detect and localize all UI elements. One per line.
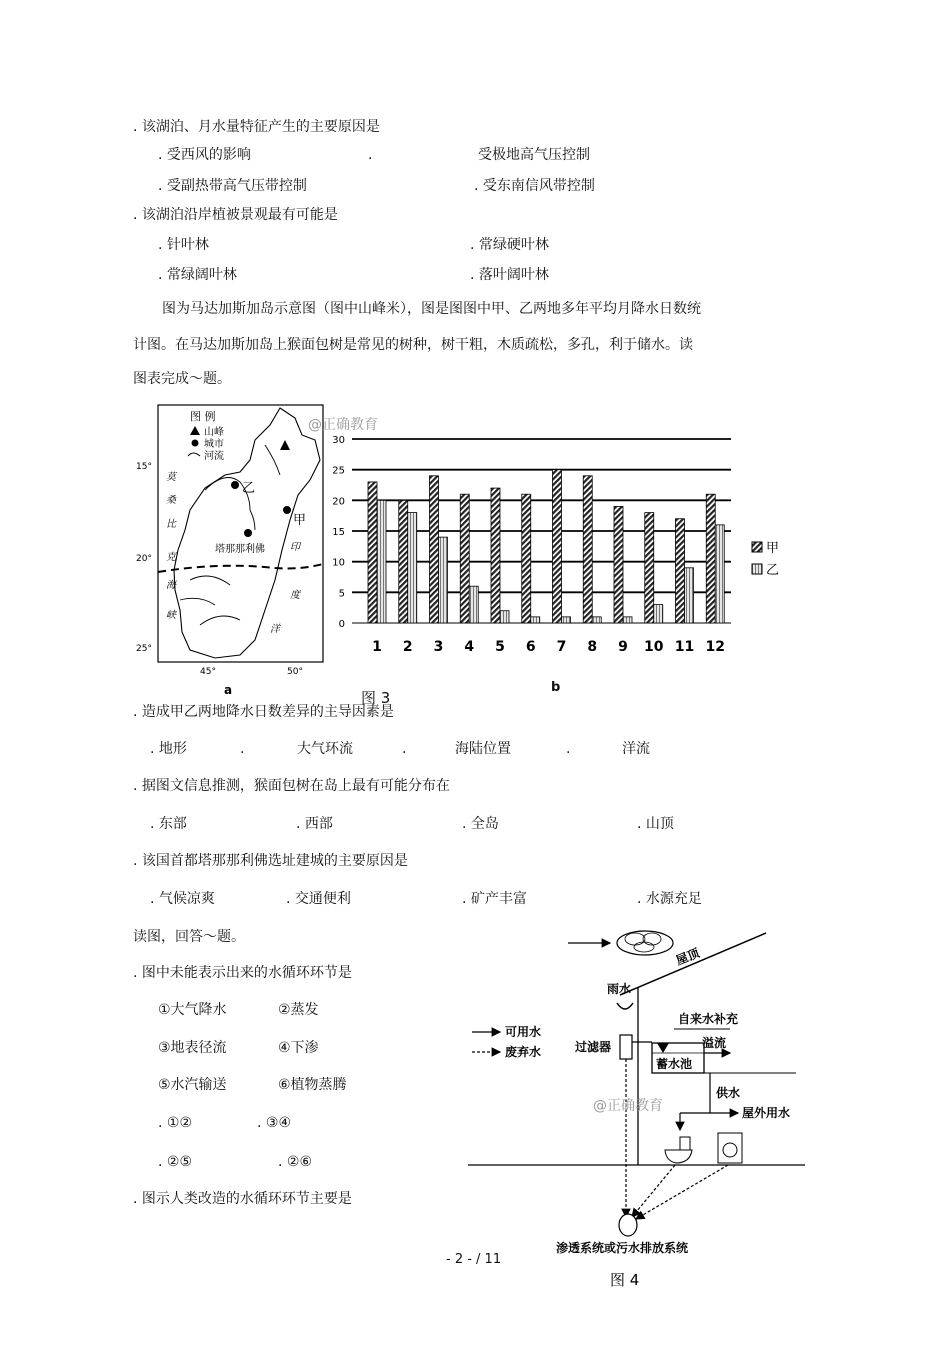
option-d: . ②⑥: [278, 1154, 313, 1170]
bar-yi: [500, 611, 509, 623]
question-stem: . 该湖泊沿岸植被景观最有可能是: [133, 207, 338, 223]
option-a: . 受西风的影响: [158, 147, 251, 163]
x-tick-label: 5: [495, 639, 505, 655]
sea-label: 桑: [166, 495, 176, 506]
drain-system-icon: [619, 1214, 637, 1236]
legend-yi: 乙: [766, 563, 780, 578]
bar-yi: [439, 537, 448, 623]
option-b: 大气环流: [297, 741, 353, 757]
y-tick-label: 5: [338, 588, 345, 600]
city-jia-icon: [283, 506, 291, 514]
cycle-item: ③地表径流: [158, 1040, 227, 1056]
cloud-icon: [617, 931, 673, 955]
bar-jia: [430, 476, 439, 623]
legend-swatch-yi: [752, 564, 762, 574]
legend-swatch-jia: [752, 542, 762, 552]
x-tick-label: 7: [556, 639, 567, 655]
option-d: . 受东南信风带控制: [474, 178, 595, 194]
bar-jia: [368, 482, 377, 623]
filter-label: 过滤器: [575, 1040, 612, 1054]
bar-yi: [685, 568, 694, 623]
intro-line-3: 图表完成～题。: [133, 371, 231, 387]
city-legend-icon: [192, 440, 199, 447]
option-b: . 常绿硬叶林: [470, 237, 549, 253]
x-tick-label: 10: [644, 639, 664, 655]
rain-label: 雨水: [607, 982, 632, 996]
option-c: . 常绿阔叶林: [158, 267, 237, 283]
x-tick-label: 4: [464, 639, 475, 655]
cycle-item: ⑤水汽输送: [158, 1077, 227, 1093]
option-d: . 水源充足: [637, 891, 702, 907]
option-a: . 针叶林: [158, 237, 209, 253]
legend-river: 河流: [204, 451, 224, 462]
intro-line-1: 图为马达加斯加岛示意图（图中山峰米），图是图图中甲、乙两地多年平均月降水日数统: [162, 301, 701, 317]
legend-waste: 废弃水: [505, 1045, 542, 1059]
option-d: . 落叶阔叶林: [470, 267, 549, 283]
option-d: 洋流: [622, 741, 650, 757]
ocean-label: 印: [290, 542, 300, 553]
y-tick-label: 20: [332, 496, 345, 508]
cycle-item: ①大气降水: [158, 1002, 227, 1018]
x-tick-label: 9: [618, 639, 628, 655]
bar-jia: [399, 500, 408, 623]
bar-jia: [614, 506, 623, 623]
x-tick-label: 1: [372, 639, 382, 655]
lon-label: 45°: [200, 667, 216, 677]
bar-jia: [676, 519, 685, 623]
option-a: . 东部: [150, 816, 187, 832]
bar-jia: [460, 494, 469, 623]
rain-days-chart: [326, 405, 796, 705]
figure-4-label: 图 4: [610, 1271, 640, 1289]
option-a: . 气候凉爽: [150, 891, 215, 907]
sea-label: 莫: [166, 472, 176, 483]
x-tick-label: 8: [587, 639, 598, 655]
cycle-item: ⑥植物蒸腾: [278, 1077, 347, 1093]
bar-yi: [623, 617, 632, 623]
sea-label: 海: [166, 580, 176, 591]
bar-yi: [531, 617, 540, 623]
tank-label: 蓄水池: [656, 1057, 693, 1071]
y-tick-label: 25: [332, 465, 345, 477]
option-b: . ③④: [257, 1115, 292, 1131]
watermark: @正确教育: [593, 1098, 663, 1114]
option-c-marker: .: [402, 741, 407, 757]
option-c: . 受副热带高气压带控制: [158, 178, 307, 194]
sea-label: 比: [166, 519, 176, 530]
legend-peak: 山峰: [204, 427, 224, 438]
bar-jia: [491, 488, 500, 623]
supply-label: 供水: [716, 1086, 741, 1100]
figure-3-label: 图 3: [361, 689, 391, 707]
page-number: - 2 - / 11: [446, 1252, 502, 1267]
question-stem: . 图示人类改造的水循环环节主要是: [133, 1191, 352, 1207]
x-tick-label: 3: [433, 639, 444, 655]
city-yi-label: 乙: [242, 481, 256, 496]
city-jia-label: 甲: [293, 513, 307, 528]
option-b-marker: .: [368, 147, 373, 163]
bar-yi: [408, 513, 417, 623]
bar-jia: [553, 470, 562, 623]
lat-label: 15°: [136, 462, 152, 472]
x-tick-label: 2: [402, 639, 413, 655]
x-tick-label: 11: [674, 639, 695, 655]
bar-yi: [562, 617, 571, 623]
option-c: . ②⑤: [158, 1154, 193, 1170]
legend-jia: 甲: [766, 541, 780, 556]
tap-supply-label: 自来水补充: [678, 1012, 739, 1026]
overflow-label: 溢流: [702, 1036, 727, 1050]
intro-water: 读图，回答～题。: [133, 929, 245, 945]
y-tick-label: 15: [332, 527, 345, 538]
lat-label: 25°: [136, 644, 152, 654]
y-tick-label: 10: [332, 557, 345, 569]
watermark: @正确教育: [308, 417, 378, 433]
ocean-label: 洋: [270, 624, 280, 635]
option-b: . 交通便利: [286, 891, 351, 907]
chart-caption: b: [551, 680, 561, 695]
bar-yi: [654, 605, 663, 623]
intro-line-2: 计图。在马达加斯加岛上猴面包树是常见的树种，树干粗，木质疏松，多孔，利于储水。读: [133, 337, 693, 353]
roof-label: 屋顶: [673, 945, 702, 968]
bar-jia: [583, 476, 592, 623]
sea-label: 峡: [166, 610, 176, 621]
legend-usable: 可用水: [505, 1025, 542, 1039]
option-d-marker: .: [566, 741, 571, 757]
bar-yi: [715, 525, 724, 623]
city-yi-icon: [231, 481, 239, 489]
bar-jia: [522, 494, 531, 623]
x-tick-label: 6: [525, 639, 536, 655]
option-b: 受极地高气压控制: [478, 147, 590, 163]
option-d: . 山顶: [637, 816, 674, 832]
option-b-marker: .: [240, 741, 245, 757]
gutter-icon: [617, 1003, 633, 1009]
y-tick-label: 30: [332, 435, 345, 446]
question-stem: . 该湖泊、月水量特征产生的主要原因是: [133, 119, 380, 135]
legend-city: 城市: [204, 439, 224, 450]
capital-label: 塔那那利佛: [215, 544, 265, 555]
map-caption: a: [224, 683, 233, 697]
ocean-label: 度: [290, 590, 300, 601]
capital-icon: [244, 529, 252, 537]
washing-machine-icon: [718, 1133, 742, 1163]
option-c: . 矿产丰富: [462, 891, 527, 907]
legend-title: 图 例: [190, 410, 216, 423]
bar-yi: [377, 500, 386, 623]
filter-icon: [620, 1035, 632, 1059]
option-c: . 全岛: [462, 816, 499, 832]
bar-jia: [706, 494, 715, 623]
lat-label: 20°: [136, 554, 152, 564]
question-stem: . 造成甲乙两地降水日数差异的主导因素是: [133, 704, 394, 720]
cycle-item: ②蒸发: [278, 1002, 319, 1018]
toilet-icon: [665, 1137, 692, 1163]
bar-jia: [645, 513, 654, 623]
madagascar-map: [130, 400, 330, 700]
lon-label: 50°: [287, 667, 303, 677]
bar-yi: [469, 586, 478, 623]
outdoor-label: 屋外用水: [742, 1106, 791, 1120]
cycle-item: ④下渗: [278, 1040, 319, 1056]
option-a: . 地形: [150, 741, 187, 757]
question-stem: . 该国首都塔那那利佛选址建城的主要原因是: [133, 853, 408, 869]
option-c: 海陆位置: [455, 741, 511, 757]
question-stem: . 图中未能表示出来的水循环环节是: [133, 965, 352, 981]
system-label: 渗透系统或污水排放系统: [556, 1241, 689, 1255]
y-tick-label: 0: [338, 619, 345, 630]
x-tick-label: 12: [705, 639, 725, 655]
option-b: . 西部: [296, 816, 333, 832]
bar-yi: [592, 617, 601, 623]
sea-label: 克: [166, 552, 176, 563]
question-stem: . 据图文信息推测，猴面包树在岛上最有可能分布在: [133, 778, 450, 794]
option-a: . ①②: [158, 1115, 193, 1131]
